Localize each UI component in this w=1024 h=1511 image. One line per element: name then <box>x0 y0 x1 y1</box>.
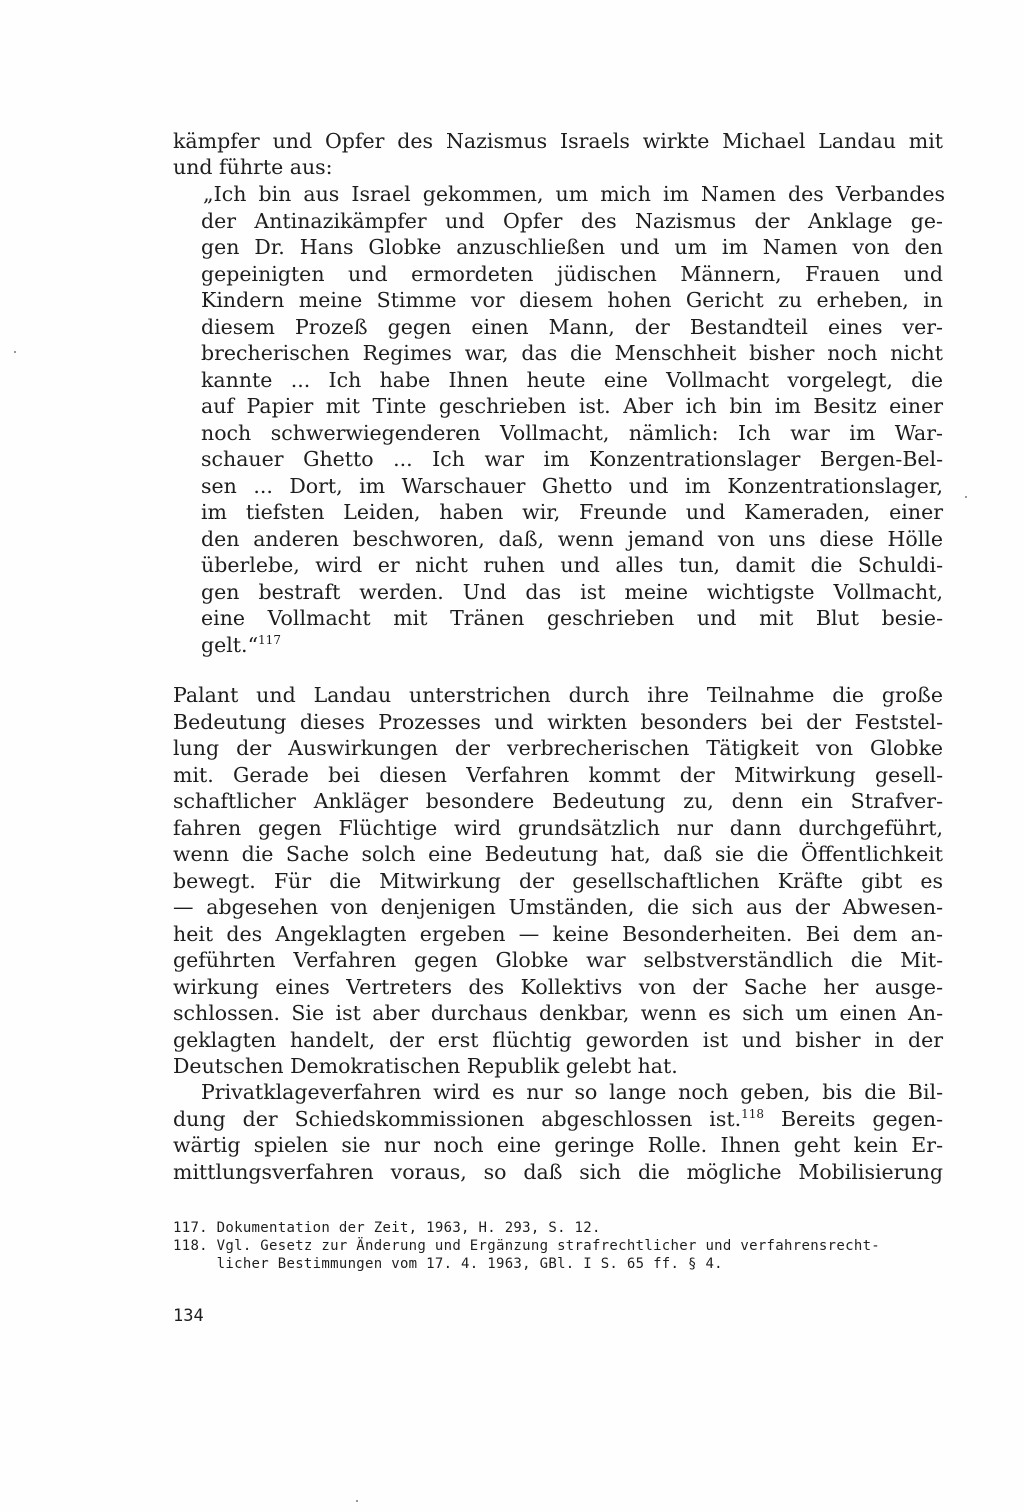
page-number: 134 <box>173 1306 204 1326</box>
quote-line: kannte ... Ich habe Ihnen heute eine Vollmacht vorgelegt, die <box>201 367 943 392</box>
quote-line: sen ... Dort, im Warschauer Ghetto und im Konzentrationslager, <box>201 473 943 498</box>
text-segment: Bereits gegen- <box>764 1106 943 1131</box>
text-line: schlossen. Sie ist aber durchaus denkbar, wenn es sich um einen An- <box>173 1001 943 1025</box>
quote-line: im tiefsten Leiden, haben wir, Freunde und Kameraden, einer <box>201 500 943 524</box>
quote-line: auf Papier mit Tinte geschrieben ist. Aber ich bin im Besitz einer <box>201 394 943 418</box>
quote-line: den anderen beschworen, daß, wenn jemand von uns diese Hölle <box>201 526 943 551</box>
quote-line: eine Vollmacht mit Tränen geschrieben und mit Blut besie- <box>201 606 943 630</box>
footnote-118-line1: 118. Vgl. Gesetz zur Änderung und Ergänzung strafrechtlicher und verfahrensrecht- <box>173 1238 881 1254</box>
text-line: mit. Gerade bei diesen Verfahren kommt der Mitwirkung gesell- <box>173 762 943 787</box>
quote-line: noch schwerwiegenderen Vollmacht, nämlich: Ich war im War- <box>201 420 943 445</box>
text-line: mittlungsverfahren voraus, so daß sich die mögliche Mobilisierung <box>173 1159 943 1184</box>
scan-speck <box>356 1500 358 1502</box>
text-line: heit des Angeklagten ergeben — keine Besonderheiten. Bei dem an- <box>173 921 943 946</box>
text-line: fahren gegen Flüchtige wird grundsätzlich nur dann durchgeführt, <box>173 815 943 840</box>
text-line <box>173 1105 943 1133</box>
quote-line: brecherischen Regimes war, das die Menschheit bisher noch nicht <box>201 341 943 365</box>
quote-line: gepeinigten und ermordeten jüdischen Männern, Frauen und <box>201 261 943 286</box>
text-line: geklagten handelt, der erst flüchtig geworden ist und bisher in der <box>173 1027 943 1052</box>
text-line: wirkung eines Vertreters des Kollektivs von der Sache her ausge- <box>173 974 943 999</box>
quote-line: der Antinazikämpfer und Opfer des Nazismus der Anklage ge- <box>201 208 943 233</box>
text-line: bewegt. Für die Mitwirkung der gesellschaftlichen Kräfte gibt es <box>173 868 943 893</box>
text-line: und führte aus: <box>173 155 333 179</box>
quote-line: Kindern meine Stimme vor diesem hohen Gericht zu erheben, in <box>201 288 943 312</box>
text-line: wenn die Sache solch eine Bedeutung hat, daß sie die Öffentlichkeit <box>173 842 943 866</box>
text-line: geführten Verfahren gegen Globke war selbstverständlich die Mit- <box>173 948 943 972</box>
quote-end-text: gelt.“ <box>201 632 259 657</box>
text-line: schaftlicher Ankläger besondere Bedeutung zu, denn ein Strafver- <box>173 789 943 813</box>
footnote-118-line2: licher Bestimmungen vom 17. 4. 1963, GBl. I S. 65 ff. § 4. <box>173 1256 723 1272</box>
text-line: wärtig spielen sie nur noch eine geringe Rolle. Ihnen geht kein Er- <box>173 1133 943 1157</box>
quote-line: überlebe, wird er nicht ruhen und alles tun, damit die Schuldi- <box>201 553 943 577</box>
text-line: Bedeutung dieses Prozesses und wirkten besonders bei der Feststel- <box>173 709 943 734</box>
scan-speck <box>965 496 967 498</box>
footnote-ref-117: 117 <box>258 632 281 647</box>
quote-line: schauer Ghetto ... Ich war im Konzentrationslager Bergen-Bel- <box>201 447 943 471</box>
text-segment: dung der Schiedskommissionen abgeschlossen ist. <box>173 1106 742 1131</box>
text-line: lung der Auswirkungen der verbrecherischen Tätigkeit von Globke <box>173 736 943 760</box>
quote-line: diesem Prozeß gegen einen Mann, der Bestandteil eines ver- <box>201 314 943 339</box>
text-line: kämpfer und Opfer des Nazismus Israels wirkte Michael Landau mit <box>173 129 943 153</box>
quote-line-last <box>201 631 943 659</box>
text-line: Privatklageverfahren wird es nur so lange noch geben, bis die Bil- <box>201 1080 943 1104</box>
quote-line: „Ich bin aus Israel gekommen, um mich im Namen des Verbandes <box>203 182 945 206</box>
footnote-117: 117. Dokumentation der Zeit, 1963, H. 293, S. 12. <box>173 1220 601 1236</box>
quote-line: gen bestraft werden. Und das ist meine wichtigste Vollmacht, <box>201 579 943 604</box>
footnote-ref-118: 118 <box>741 1106 765 1121</box>
text-line: Palant und Landau unterstrichen durch ihre Teilnahme die große <box>173 683 943 707</box>
text-line: Deutschen Demokratischen Republik gelebt hat. <box>173 1054 678 1078</box>
text-line: — abgesehen von denjenigen Umständen, die sich aus der Abwesen- <box>173 895 943 919</box>
scan-speck <box>14 351 16 353</box>
quote-line: gen Dr. Hans Globke anzuschließen und um im Namen von den <box>201 235 943 259</box>
